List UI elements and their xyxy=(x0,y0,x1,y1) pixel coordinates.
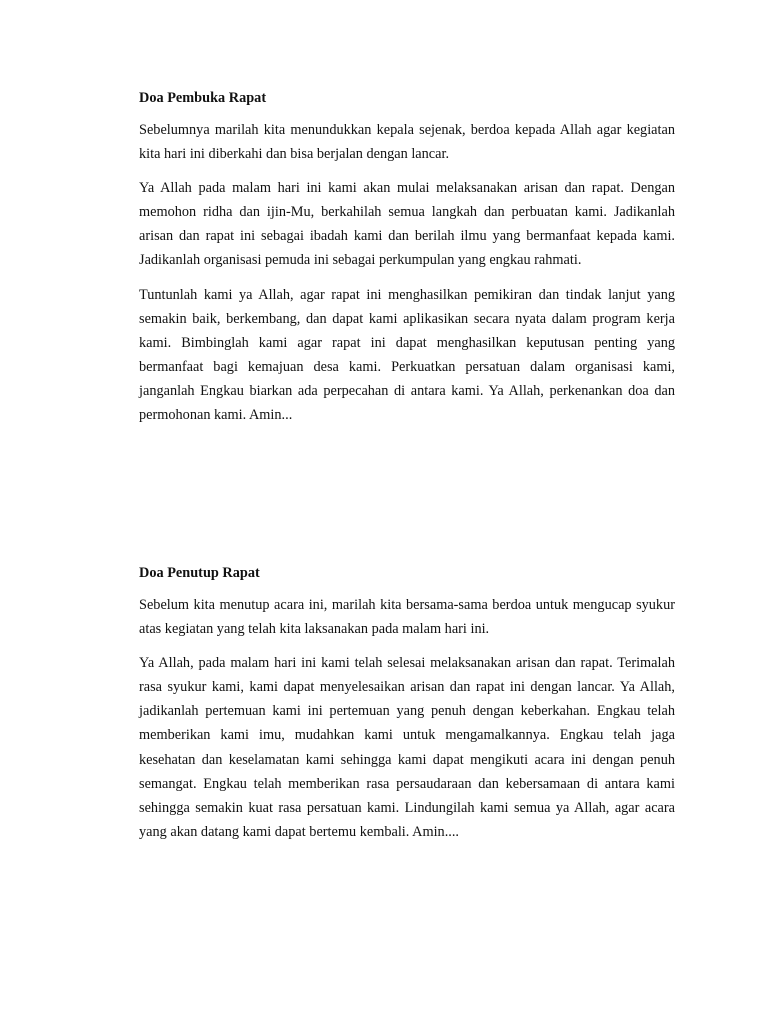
paragraph-pembuka-doa: Ya Allah pada malam hari ini kami akan mulai melaksanakan arisan dan rapat. Dengan memohon ridha dan ijin-Mu, berkahilah semua langkah dan perbuatan kami. Jadikanlah arisan dan rapat ini sebagai ibadah kami dan berilah ilmu yang bermanfaat kepada kami. Jadikanlah organisasi pemuda ini sebagai perkumpulan yang engkau rahmati. xyxy=(139,180,675,269)
section-doa-penutup xyxy=(139,563,675,854)
heading-doa-penutup: Doa Penutup Rapat xyxy=(139,565,260,581)
paragraph-pembuka-intro: Sebelumnya marilah kita menundukkan kepala sejenak, berdoa kepada Allah agar kegiatan kita hari ini diberkahi dan bisa berjalan dengan lancar. xyxy=(139,122,675,163)
section-doa-pembuka xyxy=(139,88,675,437)
paragraph-penutup-doa: Ya Allah, pada malam hari ini kami telah selesai melaksanakan arisan dan rapat. Terimalah rasa syukur kami, kami dapat menyelesaikan arisan dan rapat ini dengan lancar. Ya Allah, jadikanlah pertemuan kami ini pertemuan yang penuh dengan keberkahan. Engkau telah memberikan kami imu, mudahkan kami untuk mengamalkannya. Engkau telah jaga kesehatan dan keselamatan kami sehingga kami dapat mengikuti acara ini dengan penuh semangat. Engkau telah memberikan rasa persaudaraan dan kebersamaan di antara kami sehingga semakin kuat rasa persatuan kami. Lindungilah kami semua ya Allah, agar acara yang akan datang kami dapat bertemu kembali. Amin.... xyxy=(139,655,675,840)
paragraph-pembuka-tuntunan: Tuntunlah kami ya Allah, agar rapat ini menghasilkan pemikiran dan tindak lanjut yang semakin baik, berkembang, dan dapat kami aplikasikan secara nyata dalam program kerja kami. Bimbinglah kami agar rapat ini dapat menghasilkan keputusan penting yang bermanfaat bagi kemajuan desa kami. Perkuatkan persatuan dalam organisasi kami, janganlah Engkau biarkan ada perpecahan di antara kami. Ya Allah, perkenankan doa dan permohonan kami. Amin... xyxy=(139,286,675,424)
heading-doa-pembuka: Doa Pembuka Rapat xyxy=(139,90,267,106)
paragraph-penutup-intro: Sebelum kita menutup acara ini, marilah kita bersama-sama berdoa untuk mengucap syukur atas kegiatan yang telah kita laksanakan pada malam hari ini. xyxy=(139,597,675,638)
